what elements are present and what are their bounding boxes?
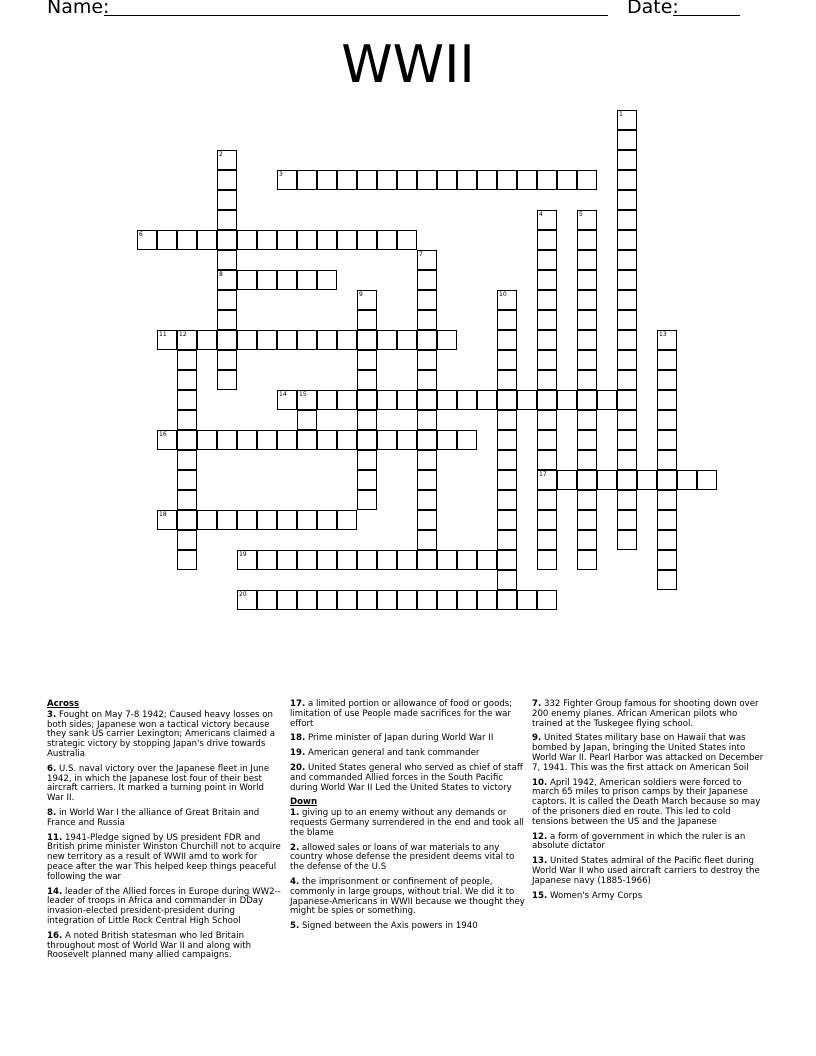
grid-cell[interactable]: [617, 150, 637, 170]
grid-cell[interactable]: [257, 430, 277, 450]
grid-cell[interactable]: [257, 510, 277, 530]
grid-cell[interactable]: [337, 230, 357, 250]
grid-cell[interactable]: [317, 430, 337, 450]
grid-cell[interactable]: [437, 330, 457, 350]
clue-number: 20: [239, 591, 247, 598]
grid-cell[interactable]: [357, 430, 377, 450]
grid-cell[interactable]: [577, 510, 597, 530]
grid-cell[interactable]: [537, 350, 557, 370]
grid-cell[interactable]: [417, 270, 437, 290]
grid-cell[interactable]: [217, 230, 237, 250]
clue-down-10: 10. April 1942, American soldiers were forced to march 65 miles to prison camps by their Japanese captors. It is called the Death March because so may of the prisoners died en route. This led to cold tensions between the US and the Japanese: [532, 777, 761, 827]
grid-cell[interactable]: [417, 490, 437, 510]
grid-cell[interactable]: [497, 450, 517, 470]
clue-number: 14: [279, 391, 287, 398]
grid-cell[interactable]: [277, 390, 297, 410]
grid-cell[interactable]: [317, 170, 337, 190]
clue-down-1: 1. giving up to an enemy without any demands or requests Germany surrendered in the end and took all the blame: [290, 808, 524, 838]
grid-cell[interactable]: [377, 390, 397, 410]
grid-cell[interactable]: [657, 330, 677, 350]
grid-cell[interactable]: [497, 430, 517, 450]
grid-cell[interactable]: [577, 270, 597, 290]
grid-cell[interactable]: [617, 410, 637, 430]
clue-number: 18: [159, 511, 167, 518]
grid-cell[interactable]: [397, 230, 417, 250]
grid-cell[interactable]: [197, 230, 217, 250]
grid-cell[interactable]: [657, 450, 677, 470]
grid-cell[interactable]: [677, 470, 697, 490]
grid-cell[interactable]: [537, 430, 557, 450]
grid-cell[interactable]: [617, 230, 637, 250]
grid-cell[interactable]: [297, 230, 317, 250]
grid-cell[interactable]: [617, 330, 637, 350]
grid-cell[interactable]: [397, 590, 417, 610]
grid-cell[interactable]: [177, 490, 197, 510]
grid-cell[interactable]: [397, 330, 417, 350]
clue-number: 17: [539, 471, 547, 478]
grid-cell[interactable]: [617, 370, 637, 390]
clue-down-5: 5. Signed between the Axis powers in 1940: [290, 921, 478, 932]
grid-cell[interactable]: [617, 450, 637, 470]
grid-cell[interactable]: [457, 430, 477, 450]
grid-cell[interactable]: [297, 410, 317, 430]
grid-cell[interactable]: [177, 550, 197, 570]
grid-cell[interactable]: [417, 250, 437, 270]
grid-cell[interactable]: [397, 390, 417, 410]
grid-cell[interactable]: [357, 590, 377, 610]
grid-cell[interactable]: [237, 430, 257, 450]
grid-cell[interactable]: [617, 390, 637, 410]
clue-down-15: 15. Women's Army Corps: [532, 890, 643, 901]
clue-number: 8: [219, 271, 223, 278]
grid-cell[interactable]: [617, 310, 637, 330]
clue-number: 5: [579, 211, 583, 218]
grid-cell[interactable]: [497, 570, 517, 590]
clue-number: 10: [499, 291, 507, 298]
clue-down-13: 13. United States admiral of the Pacific fleet during World War II who used aircraft carriers to destroy the Japanese navy (1885-1966): [532, 856, 760, 886]
grid-cell[interactable]: [537, 390, 557, 410]
grid-cell[interactable]: [317, 390, 337, 410]
grid-cell[interactable]: [277, 330, 297, 350]
grid-cell[interactable]: [437, 430, 457, 450]
grid-cell[interactable]: [577, 330, 597, 350]
grid-cell[interactable]: [617, 290, 637, 310]
grid-cell[interactable]: [477, 590, 497, 610]
grid-cell[interactable]: [177, 470, 197, 490]
clue-across-6: 6. U.S. naval victory over the Japanese fleet in June 1942, in which the Japanese lost four of their best aircraft carriers. It marked a turning point in World War II.: [47, 763, 270, 804]
grid-cell[interactable]: [617, 170, 637, 190]
grid-cell[interactable]: [497, 290, 517, 310]
clue-across-16: 16. A noted British statesman who led Britain throughout most of World War II and along with Roosevelt planned many allied campaigns.: [47, 930, 252, 961]
grid-cell[interactable]: [577, 550, 597, 570]
clue-number: 7: [419, 251, 423, 258]
grid-cell[interactable]: [497, 310, 517, 330]
grid-cell[interactable]: [617, 530, 637, 550]
grid-cell[interactable]: [357, 390, 377, 410]
grid-cell[interactable]: [577, 210, 597, 230]
down-heading: Down: [290, 797, 318, 808]
grid-cell[interactable]: [537, 510, 557, 530]
grid-cell[interactable]: [417, 350, 437, 370]
grid-cell[interactable]: [257, 590, 277, 610]
grid-cell[interactable]: [177, 450, 197, 470]
grid-cell[interactable]: [237, 230, 257, 250]
clue-number: 15: [299, 391, 307, 398]
grid-cell[interactable]: [297, 510, 317, 530]
grid-cell[interactable]: [497, 410, 517, 430]
grid-cell[interactable]: [417, 410, 437, 430]
grid-cell[interactable]: [157, 430, 177, 450]
grid-cell[interactable]: [377, 170, 397, 190]
grid-cell[interactable]: [337, 550, 357, 570]
clue-column-1: [47, 700, 283, 966]
grid-cell[interactable]: [397, 550, 417, 570]
grid-cell[interactable]: [297, 590, 317, 610]
grid-cell[interactable]: [537, 270, 557, 290]
clue-across-18: 18. Prime minister of Japan during World War II: [290, 733, 494, 744]
grid-cell[interactable]: [497, 350, 517, 370]
grid-cell[interactable]: [217, 210, 237, 230]
grid-cell[interactable]: [637, 470, 657, 490]
grid-cell[interactable]: [657, 430, 677, 450]
grid-cell[interactable]: [537, 290, 557, 310]
grid-cell[interactable]: [417, 510, 437, 530]
grid-cell[interactable]: [297, 390, 317, 410]
grid-cell[interactable]: [537, 170, 557, 190]
grid-cell[interactable]: [497, 390, 517, 410]
grid-cell[interactable]: [657, 410, 677, 430]
grid-cell[interactable]: [357, 230, 377, 250]
grid-cell[interactable]: [357, 450, 377, 470]
grid-cell[interactable]: [217, 150, 237, 170]
grid-cell[interactable]: [357, 490, 377, 510]
grid-cell[interactable]: [617, 270, 637, 290]
grid-cell[interactable]: [617, 470, 637, 490]
grid-cell[interactable]: [297, 170, 317, 190]
grid-cell[interactable]: [577, 390, 597, 410]
grid-cell[interactable]: [217, 430, 237, 450]
grid-cell[interactable]: [257, 550, 277, 570]
grid-cell[interactable]: [237, 270, 257, 290]
grid-cell[interactable]: [297, 330, 317, 350]
grid-cell[interactable]: [557, 170, 577, 190]
clue-column-3: [532, 700, 768, 906]
grid-cell[interactable]: [217, 290, 237, 310]
grid-cell[interactable]: [657, 530, 677, 550]
grid-cell[interactable]: [657, 370, 677, 390]
grid-cell[interactable]: [657, 490, 677, 510]
grid-cell[interactable]: [697, 470, 717, 490]
grid-cell[interactable]: [557, 470, 577, 490]
grid-cell[interactable]: [197, 330, 217, 350]
grid-cell[interactable]: [417, 330, 437, 350]
grid-cell[interactable]: [177, 230, 197, 250]
clue-number: 6: [139, 231, 143, 238]
grid-cell[interactable]: [577, 530, 597, 550]
clue-number: 4: [539, 211, 543, 218]
grid-cell[interactable]: [497, 470, 517, 490]
grid-cell[interactable]: [197, 430, 217, 450]
clue-number: 11: [159, 331, 167, 338]
grid-cell[interactable]: [577, 290, 597, 310]
grid-cell[interactable]: [157, 230, 177, 250]
grid-cell[interactable]: [537, 450, 557, 470]
grid-cell[interactable]: [577, 230, 597, 250]
grid-cell[interactable]: [497, 330, 517, 350]
grid-cell[interactable]: [497, 170, 517, 190]
name-label: Name:: [47, 0, 110, 18]
grid-cell[interactable]: [217, 370, 237, 390]
date-label: Date:: [627, 0, 679, 18]
grid-cell[interactable]: [477, 170, 497, 190]
grid-cell[interactable]: [337, 590, 357, 610]
grid-cell[interactable]: [217, 270, 237, 290]
grid-cell[interactable]: [377, 590, 397, 610]
grid-cell[interactable]: [517, 590, 537, 610]
clue-across-20: 20. United States general who served as chief of staff and commanded Allied forces in the South Pacific during World War II Led the United States to victory: [290, 762, 523, 793]
grid-cell[interactable]: [657, 510, 677, 530]
grid-cell[interactable]: [337, 170, 357, 190]
clue-across-8: 8. in World War I the alliance of Great Britain and France and Russia: [47, 807, 260, 828]
grid-cell[interactable]: [377, 550, 397, 570]
grid-cell[interactable]: [297, 550, 317, 570]
clue-column-2: [290, 700, 526, 937]
grid-cell[interactable]: [417, 170, 437, 190]
grid-cell[interactable]: [237, 330, 257, 350]
grid-cell[interactable]: [657, 350, 677, 370]
grid-cell[interactable]: [617, 190, 637, 210]
grid-cell[interactable]: [417, 370, 437, 390]
grid-cell[interactable]: [497, 530, 517, 550]
clue-down-4: 4. the imprisonment or confinement of people, commonly in large groups, without trial. We did it to Japanese-Americans in WWII because we thought they might be spies or something.: [290, 876, 525, 917]
grid-cell[interactable]: [397, 170, 417, 190]
grid-cell[interactable]: [277, 270, 297, 290]
grid-cell[interactable]: [217, 190, 237, 210]
grid-cell[interactable]: [517, 390, 537, 410]
grid-cell[interactable]: [577, 170, 597, 190]
grid-cell[interactable]: [557, 390, 577, 410]
grid-cell[interactable]: [277, 170, 297, 190]
grid-cell[interactable]: [217, 170, 237, 190]
grid-cell[interactable]: [277, 430, 297, 450]
grid-cell[interactable]: [437, 550, 457, 570]
grid-cell[interactable]: [417, 430, 437, 450]
grid-cell[interactable]: [237, 510, 257, 530]
grid-cell[interactable]: [357, 470, 377, 490]
clue-across-19: 19. American general and tank commander: [290, 748, 480, 759]
grid-cell[interactable]: [537, 530, 557, 550]
grid-cell[interactable]: [217, 350, 237, 370]
grid-cell[interactable]: [497, 550, 517, 570]
clue-across-3: 3. Fought on May 7-8 1942; Caused heavy losses on both sides; Japanese won a tactical victory because they sank US carrier Lexington; Americans claimed a strategic victory by stopping Japan's drive towards Australia: [47, 709, 275, 759]
grid-cell[interactable]: [417, 290, 437, 310]
grid-cell[interactable]: [337, 330, 357, 350]
grid-cell[interactable]: [497, 590, 517, 610]
grid-cell[interactable]: [537, 590, 557, 610]
grid-cell[interactable]: [657, 570, 677, 590]
grid-cell[interactable]: [417, 390, 437, 410]
grid-cell[interactable]: [417, 470, 437, 490]
grid-cell[interactable]: [357, 350, 377, 370]
grid-cell[interactable]: [377, 330, 397, 350]
grid-cell[interactable]: [577, 250, 597, 270]
grid-cell[interactable]: [357, 370, 377, 390]
grid-cell[interactable]: [177, 330, 197, 350]
grid-cell[interactable]: [317, 330, 337, 350]
grid-cell[interactable]: [577, 410, 597, 430]
grid-cell[interactable]: [417, 530, 437, 550]
clue-number: 19: [239, 551, 247, 558]
grid-cell[interactable]: [257, 270, 277, 290]
grid-cell[interactable]: [137, 230, 157, 250]
grid-cell[interactable]: [177, 370, 197, 390]
grid-cell[interactable]: [277, 550, 297, 570]
grid-cell[interactable]: [257, 330, 277, 350]
grid-cell[interactable]: [437, 390, 457, 410]
clue-down-9: 9. United States military base on Hawaii that was bombed by Japan, bringing the United States into World War II. Pearl Harbor was attacked on December 7, 1941. This was the first attack on American Soil: [532, 733, 764, 773]
grid-cell[interactable]: [377, 230, 397, 250]
grid-cell[interactable]: [537, 410, 557, 430]
grid-cell[interactable]: [617, 350, 637, 370]
grid-cell[interactable]: [277, 230, 297, 250]
grid-cell[interactable]: [177, 430, 197, 450]
grid-cell[interactable]: [457, 550, 477, 570]
grid-cell[interactable]: [497, 370, 517, 390]
grid-cell[interactable]: [577, 490, 597, 510]
grid-cell[interactable]: [197, 510, 217, 530]
grid-cell[interactable]: [217, 310, 237, 330]
clue-number: 9: [359, 291, 363, 298]
grid-cell[interactable]: [517, 170, 537, 190]
grid-cell[interactable]: [477, 550, 497, 570]
grid-cell[interactable]: [317, 550, 337, 570]
grid-cell[interactable]: [657, 550, 677, 570]
grid-cell[interactable]: [577, 350, 597, 370]
grid-cell[interactable]: [257, 230, 277, 250]
grid-cell[interactable]: [457, 590, 477, 610]
grid-cell[interactable]: [337, 390, 357, 410]
grid-cell[interactable]: [177, 410, 197, 430]
clue-down-2: 2. allowed sales or loans of war materials to any country whose defense the president deems vital to the defense of the U.S: [290, 842, 515, 873]
grid-cell[interactable]: [537, 550, 557, 570]
grid-cell[interactable]: [617, 430, 637, 450]
grid-cell[interactable]: [317, 230, 337, 250]
grid-cell[interactable]: [577, 450, 597, 470]
grid-cell[interactable]: [357, 310, 377, 330]
grid-cell[interactable]: [497, 510, 517, 530]
clue-number: 2: [219, 151, 223, 158]
grid-cell[interactable]: [537, 330, 557, 350]
grid-cell[interactable]: [177, 510, 197, 530]
grid-cell[interactable]: [157, 510, 177, 530]
grid-cell[interactable]: [477, 390, 497, 410]
grid-cell[interactable]: [537, 210, 557, 230]
grid-cell[interactable]: [217, 250, 237, 270]
grid-cell[interactable]: [297, 270, 317, 290]
grid-cell[interactable]: [437, 170, 457, 190]
grid-cell[interactable]: [617, 510, 637, 530]
clue-number: 12: [179, 331, 187, 338]
grid-cell[interactable]: [277, 510, 297, 530]
grid-cell[interactable]: [537, 310, 557, 330]
clue-number: 13: [659, 331, 667, 338]
grid-cell[interactable]: [217, 510, 237, 530]
grid-cell[interactable]: [217, 330, 237, 350]
clue-down-7: 7. 332 Fighter Group famous for shooting down over 200 enemy planes. African American pilots who trained at the Tuskegee flying school.: [532, 699, 759, 729]
grid-cell[interactable]: [377, 430, 397, 450]
grid-cell[interactable]: [417, 550, 437, 570]
grid-cell[interactable]: [277, 590, 297, 610]
grid-cell[interactable]: [357, 550, 377, 570]
grid-cell[interactable]: [497, 490, 517, 510]
grid-cell[interactable]: [437, 590, 457, 610]
clue-across-11: 11. 1941-Pledge signed by US president FDR and British prime minister Winston Churchill not to acquire new territory as a result of WWII amd to work for peace after the war This helped keep things peaceful following the war: [47, 832, 281, 882]
grid-cell[interactable]: [417, 310, 437, 330]
grid-cell[interactable]: [357, 410, 377, 430]
clue-down-12: 12. a form of government in which the ruler is an absolute dictator: [532, 831, 746, 852]
grid-cell[interactable]: [357, 290, 377, 310]
clue-number: 1: [619, 111, 623, 118]
clue-across-14: 14. leader of the Allied forces in Europe during WW2--leader of troops in Africa and commander in DDay invasion-elected president-president during integration of Little Rock Central High School: [47, 886, 281, 926]
grid-cell[interactable]: [537, 490, 557, 510]
grid-cell[interactable]: [297, 430, 317, 450]
grid-cell[interactable]: [537, 250, 557, 270]
grid-cell[interactable]: [397, 430, 417, 450]
grid-cell[interactable]: [577, 470, 597, 490]
grid-cell[interactable]: [337, 430, 357, 450]
clue-across-17: 17. a limited portion or allowance of food or goods; limitation of use People made sacrifices for the war effort: [290, 699, 513, 729]
grid-cell[interactable]: [417, 450, 437, 470]
grid-cell[interactable]: [417, 590, 437, 610]
grid-cell[interactable]: [457, 390, 477, 410]
clue-number: 16: [159, 431, 167, 438]
grid-cell[interactable]: [657, 390, 677, 410]
grid-cell[interactable]: [317, 270, 337, 290]
grid-cell[interactable]: [177, 390, 197, 410]
grid-cell[interactable]: [577, 430, 597, 450]
grid-cell[interactable]: [157, 330, 177, 350]
grid-cell[interactable]: [537, 230, 557, 250]
grid-cell[interactable]: [337, 510, 357, 530]
grid-cell[interactable]: [537, 470, 557, 490]
clue-number: 3: [279, 171, 283, 178]
grid-cell[interactable]: [177, 350, 197, 370]
grid-cell[interactable]: [357, 170, 377, 190]
grid-cell[interactable]: [317, 510, 337, 530]
grid-cell[interactable]: [617, 250, 637, 270]
across-heading: Across: [47, 699, 80, 709]
grid-cell[interactable]: [237, 590, 257, 610]
grid-cell[interactable]: [457, 170, 477, 190]
grid-cell[interactable]: [577, 370, 597, 390]
grid-cell[interactable]: [317, 590, 337, 610]
grid-cell[interactable]: [577, 310, 597, 330]
grid-cell[interactable]: [537, 370, 557, 390]
grid-cell[interactable]: [597, 390, 617, 410]
grid-cell[interactable]: [657, 470, 677, 490]
grid-cell[interactable]: [617, 210, 637, 230]
grid-cell[interactable]: [357, 330, 377, 350]
grid-cell[interactable]: [617, 110, 637, 130]
page-title: WWII: [341, 35, 475, 95]
grid-cell[interactable]: [617, 130, 637, 150]
grid-cell[interactable]: [617, 490, 637, 510]
grid-cell[interactable]: [237, 550, 257, 570]
grid-cell[interactable]: [177, 530, 197, 550]
grid-cell[interactable]: [597, 470, 617, 490]
